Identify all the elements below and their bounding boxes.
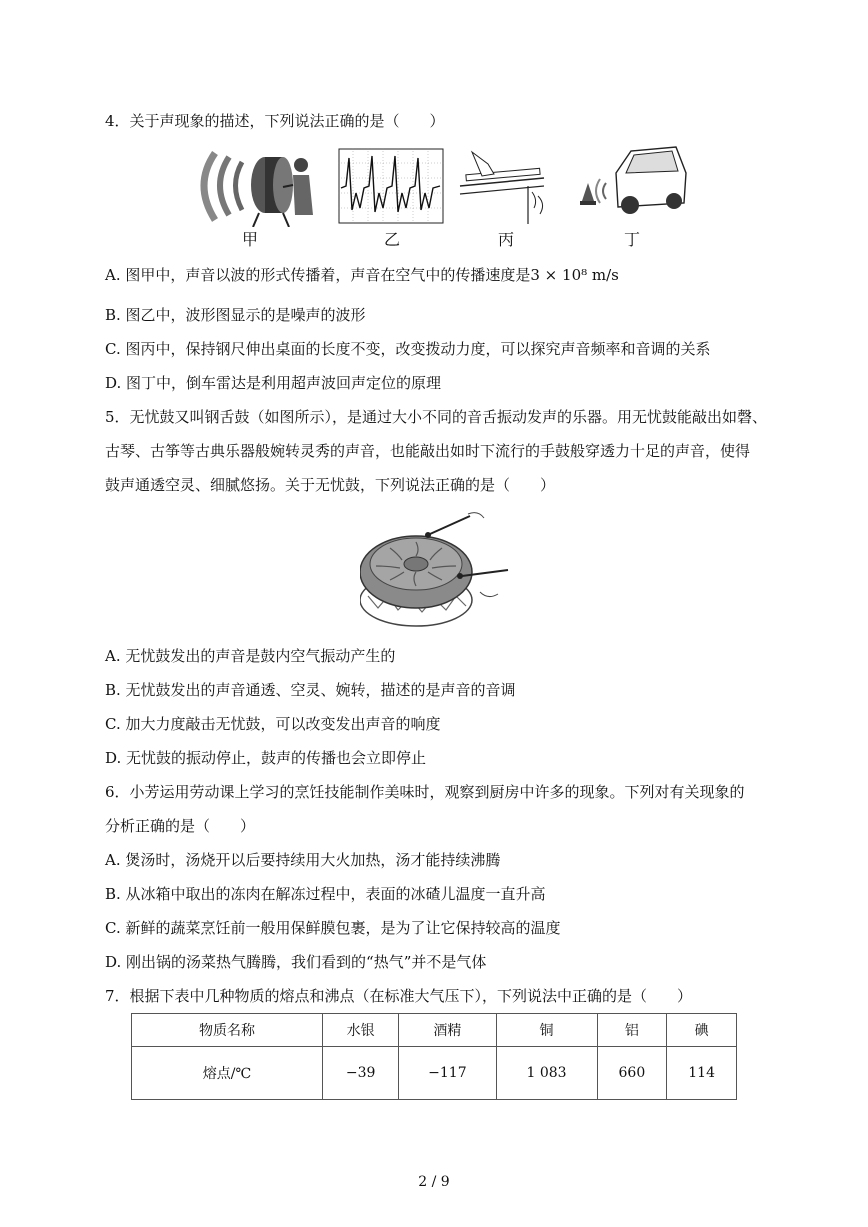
figure-ding-car: [576, 143, 688, 227]
q5-stem-line-3: 鼓声通透空灵、细腻悠扬。关于无忧鼓，下列说法正确的是（ ）: [105, 476, 556, 494]
q6-option-b: B. 从冰箱中取出的冻肉在解冻过程中，表面的冰碴儿温度一直升高: [105, 885, 546, 903]
table-header-cell: 水银: [323, 1014, 399, 1047]
q4-option-c: C. 图丙中，保持钢尺伸出桌面的长度不变，改变拨动力度，可以探究声音频率和音调的关系: [105, 340, 711, 358]
q5-stem-line-1: 5．无忧鼓又叫钢舌鼓（如图所示），是通过大小不同的音舌振动发声的乐器。用无忧鼓能敲出如磬、: [105, 408, 768, 426]
table-header-cell: 物质名称: [132, 1014, 323, 1047]
table-cell: −39: [323, 1047, 399, 1100]
q6-option-c: C. 新鲜的蔬菜烹饪前一般用保鲜膜包裹，是为了让它保持较高的温度: [105, 919, 561, 937]
table-header-cell: 铜: [496, 1014, 597, 1047]
fig-label-bing: 丙: [497, 230, 514, 249]
q5-stem-line-2: 古琴、古筝等古典乐器般婉转灵秀的声音，也能敲出如时下流行的手鼓般穿透力十足的声音，使得: [105, 442, 751, 460]
table-header-cell: 碘: [667, 1014, 737, 1047]
table-cell: 660: [597, 1047, 667, 1100]
table-cell: −117: [399, 1047, 496, 1100]
figure-yi-waveform: [338, 148, 444, 224]
q6-stem-line-2: 分析正确的是（ ）: [105, 817, 256, 835]
table-header-row: [132, 1014, 737, 1047]
table-cell: 熔点/℃: [132, 1047, 323, 1100]
fig-label-jia: 甲: [241, 230, 258, 249]
q6-option-d: D. 刚出锅的汤菜热气腾腾，我们看到的“热气”并不是气体: [105, 953, 487, 971]
q7-stem: 7．根据下表中几种物质的熔点和沸点（在标准大气压下），下列说法中正确的是（ ）: [105, 987, 693, 1005]
q6-option-a: A. 煲汤时，汤烧开以后要持续用大火加热，汤才能持续沸腾: [105, 851, 501, 869]
fig-label-ding: 丁: [623, 230, 640, 249]
table-cell: 114: [667, 1047, 737, 1100]
q4-stem: 4．关于声现象的描述，下列说法正确的是（ ）: [105, 112, 445, 130]
table-header-cell: 酒精: [399, 1014, 496, 1047]
table-header-cell: 铝: [597, 1014, 667, 1047]
melting-point-table: [131, 1013, 737, 1100]
q5-option-c: C. 加大力度敲击无忧鼓，可以改变发出声音的响度: [105, 715, 441, 733]
q4-option-d: D. 图丁中，倒车雷达是利用超声波回声定位的原理: [105, 374, 442, 392]
table-cell: 1 083: [496, 1047, 597, 1100]
q4-option-a: A. 图甲中，声音以波的形式传播着，声音在空气中的传播速度是3 × 10⁸ m/s: [105, 266, 619, 284]
table-row: [132, 1047, 737, 1100]
q5-option-d: D. 无忧鼓的振动停止，鼓声的传播也会立即停止: [105, 749, 427, 767]
figure-jia-drum: [185, 145, 325, 227]
q5-option-a: A. 无忧鼓发出的声音是鼓内空气振动产生的: [105, 647, 396, 665]
q4-option-b: B. 图乙中，波形图显示的是噪声的波形: [105, 306, 366, 324]
figure-steel-tongue-drum: [360, 512, 510, 630]
page-number: 2 / 9: [418, 1174, 450, 1190]
fig-label-yi: 乙: [383, 230, 400, 249]
figure-bing-ruler: [458, 146, 546, 226]
q5-option-b: B. 无忧鼓发出的声音通透、空灵、婉转，描述的是声音的音调: [105, 681, 516, 699]
q6-stem-line-1: 6．小芳运用劳动课上学习的烹饪技能制作美味时，观察到厨房中许多的现象。下列对有关现象的: [105, 783, 745, 801]
